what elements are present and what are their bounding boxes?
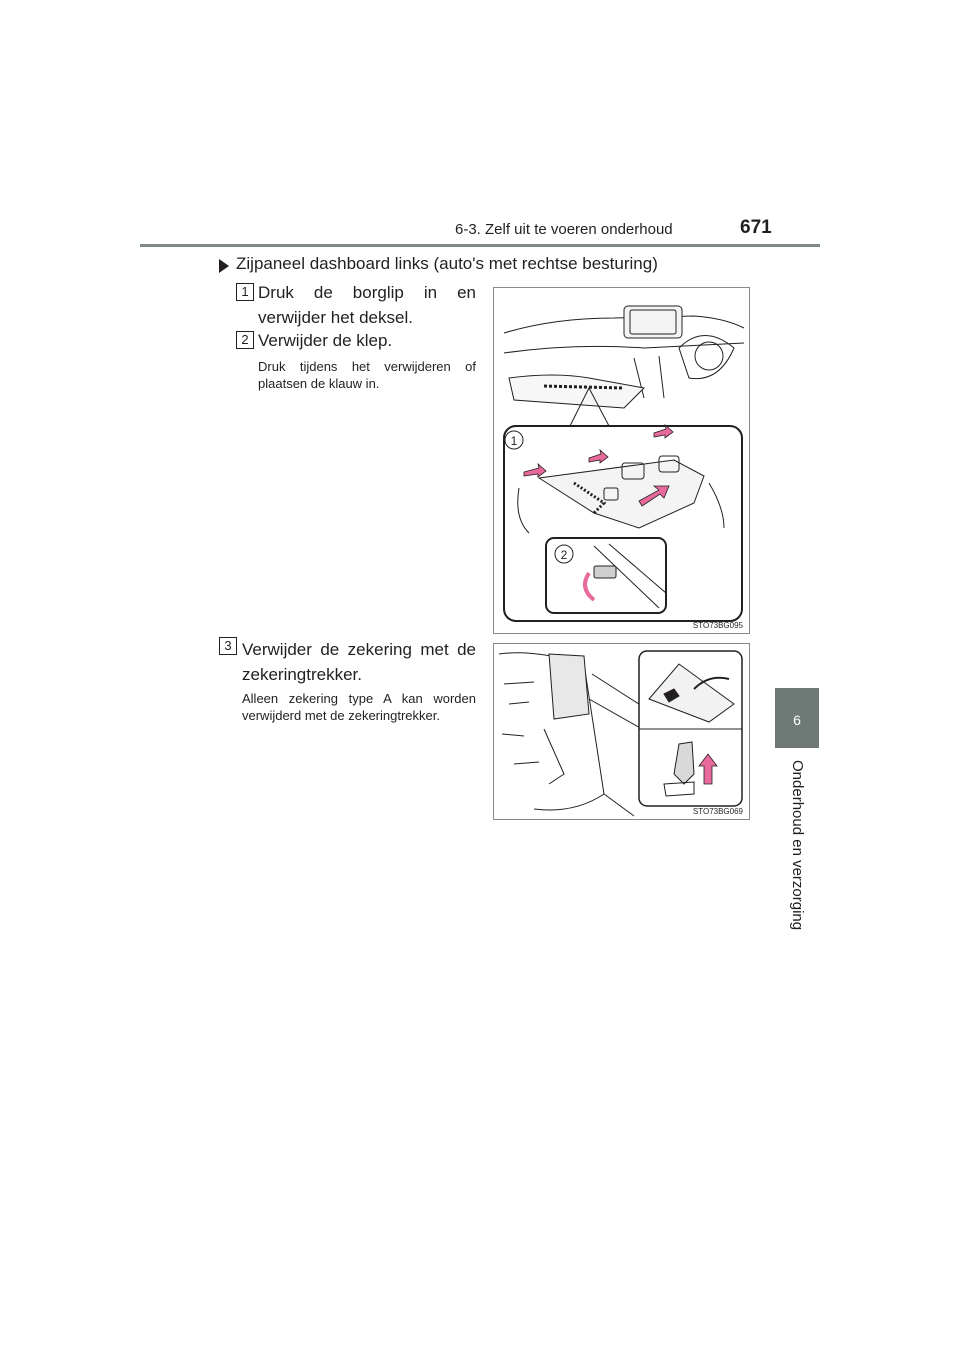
chapter-title: Onderhoud en verzorging xyxy=(789,760,806,931)
step-2-note: Druk tijdens het verwijderen of plaatsen de klauw in. xyxy=(258,359,476,391)
triangle-bullet-icon xyxy=(219,259,229,273)
figure-fuse-puller xyxy=(493,643,750,820)
page-number: 671 xyxy=(740,217,772,238)
chapter-title-vertical xyxy=(789,760,809,980)
step-1-text: Druk de borglip in en verwijder het deksel. xyxy=(258,283,476,327)
section-heading: Zijpaneel dashboard links (auto's met rechtse besturing) xyxy=(236,254,658,273)
step-2-text: Verwijder de klep. xyxy=(258,331,393,350)
header-section-title: 6-3. Zelf uit te voeren onderhoud xyxy=(455,221,673,238)
figure-code: STO73BG069 xyxy=(692,807,743,816)
chapter-number: 6 xyxy=(793,712,801,728)
step-3-text: Verwijder de zekering met de zekeringtrekker. xyxy=(242,640,476,684)
step-number-2: 2 xyxy=(236,331,254,349)
callout-1: 1 xyxy=(510,434,518,448)
fuse-box-illustration xyxy=(494,644,749,819)
figure-code: STO73BG095 xyxy=(692,621,743,630)
step-3-note: Alleen zekering type A kan worden verwijderd met de zekeringtrekker. xyxy=(242,691,476,723)
callout-2: 2 xyxy=(560,548,568,562)
dashboard-panel-illustration xyxy=(494,288,749,633)
step-number-1: 1 xyxy=(236,283,254,301)
figure-glovebox-panel xyxy=(493,287,750,634)
header-divider xyxy=(140,244,820,247)
step-number-3: 3 xyxy=(219,637,237,655)
